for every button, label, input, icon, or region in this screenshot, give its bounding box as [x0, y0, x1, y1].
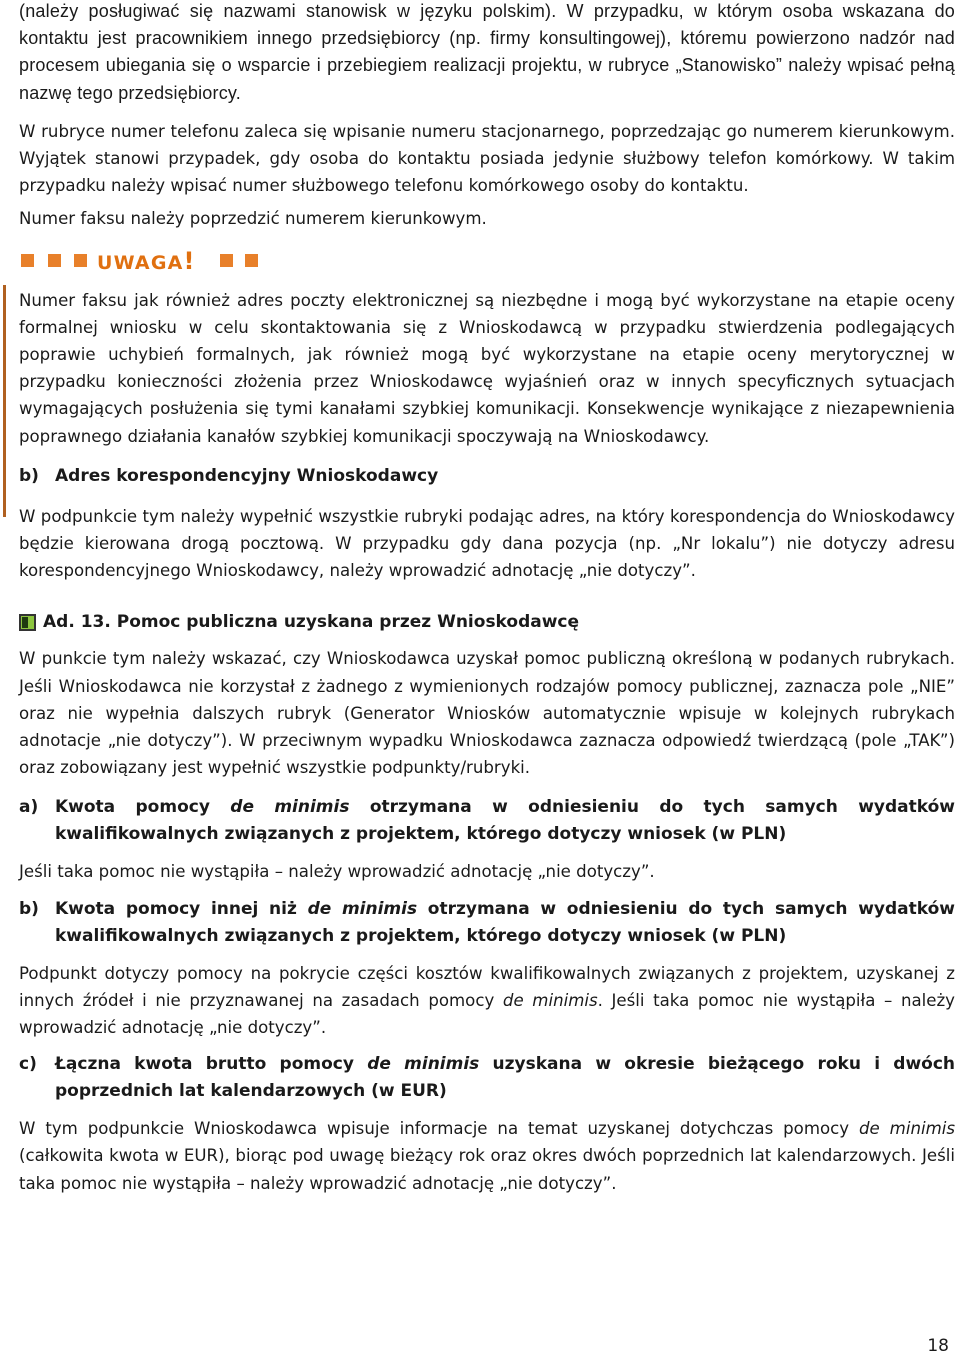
item-b-heading — [19, 896, 955, 950]
section-b-title: Adres korespondencyjny Wnioskodawcy — [55, 465, 439, 486]
warning-square-icon — [21, 254, 34, 267]
phone-paragraph: W rubryce numer telefonu zaleca się wpisanie numeru stacjonarnego, poprzedzając go numerem kierunkowym. Wyjątek stanowi przypadek, gdy osoba do kontaktu posiada jedynie służbowy telefon komórkowy. W takim przypadku należy wpisać numer służbowego telefonu komórkowego osoby do kontaktu. — [19, 121, 955, 196]
ad13-title: Ad. 13. Pomoc publiczna uzyskana przez Wnioskodawcę — [43, 612, 580, 633]
document-page — [19, 0, 955, 1197]
item-a-title: Kwota pomocy de minimis otrzymana w odniesieniu do tych samych wydatków kwalifikowalnych związanych z projektem, którego dotyczy wniosek (w PLN) — [55, 797, 955, 845]
ad13-heading — [19, 609, 955, 636]
item-c-title: Łączna kwota brutto pomocy de minimis uzyskana w okresie bieżącego roku i dwóch poprzednich lat kalendarzowych (w EUR) — [55, 1054, 956, 1102]
item-a-heading — [19, 794, 955, 848]
fax-paragraph: Numer faksu należy poprzedzić numerem kierunkowym. — [19, 209, 487, 229]
warning-text: Numer faksu jak również adres poczty elektronicznej są niezbędne i mogą być wykorzystane na etapie oceny formalnej wniosku w celu skontaktowania się z Wnioskodawcą w przypadku stwierdzenia podlegających poprawie uchybień formalnych, jak również mogą być wykorzystane na etapie oceny merytorycznej w przypadku konieczności złożenia przez Wnioskodawcę wyjaśnień oraz w innych specyficznych sytuacjach wymagających posłużenia się tymi kanałami szybkiej komunikacji. Konsekwencje wynikające z niezapewnienia poprawnego działania kanałów szybkiej komunikacji spoczywają na Wnioskodawcy. — [19, 290, 955, 446]
section-b-label: b) — [19, 465, 39, 486]
green-square-icon — [19, 614, 36, 631]
section-b-text: W podpunkcie tym należy wypełnić wszystkie rubryki podając adres, na który korespondencja do Wnioskodawcy będzie kierowana drogą pocztową. W przypadku gdy dana pozycja (np. „Nr lokalu”) nie dotyczy adresu korespondencyjnego Wnioskodawcy, należy wprowadzić adnotację „nie dotyczy”. — [19, 506, 955, 581]
section-b-heading — [19, 463, 955, 490]
warning-square-icon — [245, 254, 258, 267]
warning-square-icon — [74, 254, 87, 267]
warning-label: UWAGA! — [97, 246, 196, 275]
item-a-label: a) — [19, 797, 39, 818]
warning-square-icon — [220, 254, 233, 267]
item-b-label: b) — [19, 898, 39, 919]
item-c-text: W tym podpunkcie Wnioskodawca wpisuje informacje na temat uzyskanej dotychczas pomocy de minimis (całkowita kwota w EUR), biorąc pod uwagę bieżący rok oraz okres dwóch poprzednich lat kalendarzowych. Jeśli taka pomoc nie wystąpiła – należy wprowadzić adnotację „nie dotyczy”. — [19, 1119, 955, 1193]
item-a-text: Jeśli taka pomoc nie wystąpiła – należy wprowadzić adnotację „nie dotyczy”. — [19, 862, 655, 882]
top-paragraph: (należy posługiwać się nazwami stanowisk w języku polskim). W przypadku, w którym osoba wskazana do kontaktu jest pracownikiem innego przedsiębiorcy (np. firmy konsultingowej), któremu powierzono nadzór nad procesem ubiegania się o wsparcie i przebiegiem realizacji projektu, w rubryce „Stanowisko” należy wpisać pełną nazwę tego przedsiębiorcy. — [19, 1, 955, 103]
item-b-text: Podpunkt dotyczy pomocy na pokrycie części kosztów kwalifikowalnych związanych z projektem, uzyskanej z innych źródeł i nie przyznawanej na zasadach pomocy de minimis. Jeśli taka pomoc nie wystąpiła – należy wprowadzić adnotację „nie dotyczy”. — [19, 963, 955, 1038]
item-c-heading — [19, 1051, 955, 1105]
warning-sidebar-line — [3, 285, 6, 517]
warning-header — [19, 247, 955, 277]
item-b-title: Kwota pomocy innej niż de minimis otrzymana w odniesieniu do tych samych wydatków kwalifikowalnych związanych z projektem, którego dotyczy wniosek (w PLN) — [55, 898, 955, 946]
ad13-text: W punkcie tym należy wskazać, czy Wnioskodawca uzyskał pomoc publiczną określoną w podanych rubrykach. Jeśli Wnioskodawca nie korzystał z żadnego z wymienionych rodzajów pomocy publicznej, zaznacza pole „NIE” oraz nie wypełnia dalszych rubryk (Generator Wniosków automatycznie wpisuje w kolejnych rubrykach adnotacje „nie dotyczy”). W przeciwnym wypadku Wnioskodawca zaznacza odpowiedź twierdzącą (pole „TAK”) oraz zobowiązany jest wypełnić wszystkie podpunkty/rubryki. — [19, 649, 955, 778]
page-number: 18 — [927, 1336, 949, 1356]
warning-square-icon — [48, 254, 61, 267]
item-c-label: c) — [19, 1054, 37, 1075]
